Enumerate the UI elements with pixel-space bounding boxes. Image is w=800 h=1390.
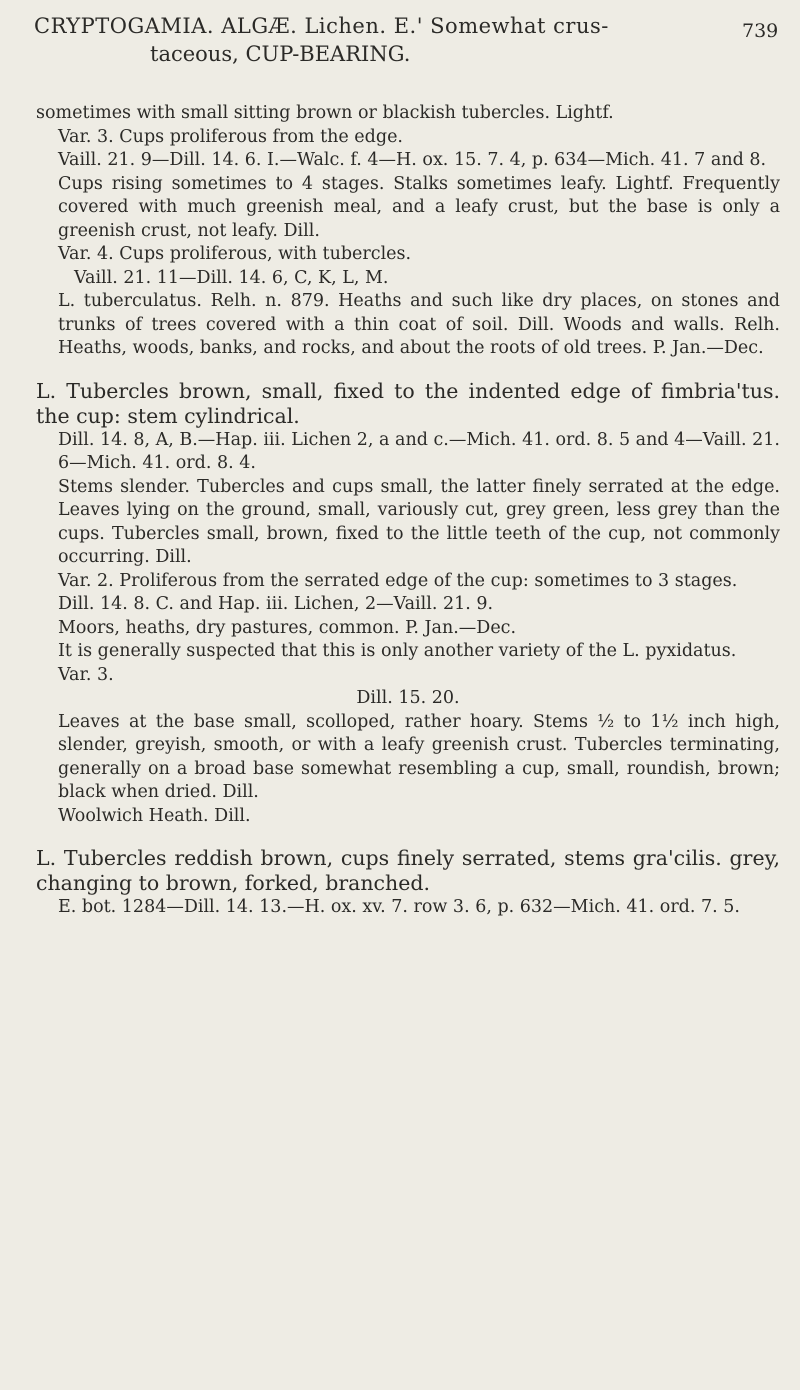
variety-3b-title: Var. 3. — [58, 664, 114, 685]
variety-3b-reference: Dill. 15. 20. — [356, 688, 460, 708]
species-gracilis-heading: L. Tubercles reddish brown, cups finely serrated, stems gra'cilis. grey, changing to brown, forked, branched. — [36, 846, 780, 895]
species-gracilis-reference: E. bot. 1284—Dill. 14. 13.—H. ox. xv. 7. row 3. 6, p. 632—Mich. 41. ord. 7. 5. — [58, 897, 740, 917]
variety-4-description: L. tuberculatus. Relh. n. 879. Heaths and such like dry places, on stones and trunks of trees covered with a thin coat of soil. Dill. Woods and walls. Relh. Heaths, woods, banks, and rocks, and about the roots of old trees. P. Jan.—Dec. — [58, 291, 780, 358]
page-number: 739 — [742, 20, 779, 42]
species-fimbriatus-heading: L. Tubercles brown, small, fixed to the indented edge of fimbria'tus. the cup: stem cylindrical. — [36, 378, 780, 428]
page-body — [36, 102, 780, 920]
variety-2-habitat: Moors, heaths, dry pastures, common. P. Jan.—Dec. — [58, 617, 517, 638]
variety-2-note: It is generally suspected that this is only another variety of the L. pyxidatus. — [58, 641, 737, 661]
species-fimbriatus-reference: Dill. 14. 8, A, B.—Hap. iii. Lichen 2, a and c.—Mich. 41. ord. 8. 5 and 4—Vaill. 21. 6—Mich. 41. ord. 8. 4. — [58, 429, 780, 473]
variety-3b-description: Leaves at the base small, scolloped, rather hoary. Stems ½ to 1½ inch high, slender, greyish, smooth, or with a leafy greenish crust. Tubercles terminating, generally on a broad base somewhat resembling a cup, small, roundish, brown; black when dried. Dill. — [58, 711, 780, 802]
paragraph-continuation: sometimes with small sitting brown or blackish tubercles. Lightf. — [36, 103, 614, 123]
variety-3-title: Var. 3. Cups proliferous from the edge. — [58, 126, 403, 147]
variety-2-reference: Dill. 14. 8. C. and Hap. iii. Lichen, 2—Vaill. 21. 9. — [58, 594, 494, 614]
variety-3-description: Cups rising sometimes to 4 stages. Stalks sometimes leafy. Lightf. Frequently covered with much greenish meal, and a leafy crust, but the base is only a greenish crust, not leafy. Dill. — [58, 173, 780, 241]
header-line-1: CRYPTOGAMIA. ALGÆ. Lichen. E.' Somewhat crus- — [34, 14, 609, 38]
variety-3-reference: Vaill. 21. 9—Dill. 14. 6. I.—Walc. f. 4—H. ox. 15. 7. 4, p. 634—Mich. 41. 7 and 8. — [58, 150, 767, 170]
variety-2-title: Var. 2. Proliferous from the serrated edge of the cup: sometimes to 3 stages. — [58, 570, 738, 591]
variety-4-reference: Vaill. 21. 11—Dill. 14. 6, C, K, L, M. — [74, 267, 389, 288]
header-line-2: taceous, CUP-BEARING. — [150, 42, 411, 66]
species-fimbriatus-description: Stems slender. Tubercles and cups small, the latter finely serrated at the edge. Leaves lying on the ground, small, variously cut, grey green, less grey than the cups. Tubercles small, brown, fixed to the little teeth of the cup, not commonly occurring. Dill. — [58, 476, 780, 567]
variety-4-title: Var. 4. Cups proliferous, with tubercles. — [58, 244, 412, 264]
running-header — [0, 8, 800, 68]
variety-3b-habitat: Woolwich Heath. Dill. — [58, 805, 251, 826]
